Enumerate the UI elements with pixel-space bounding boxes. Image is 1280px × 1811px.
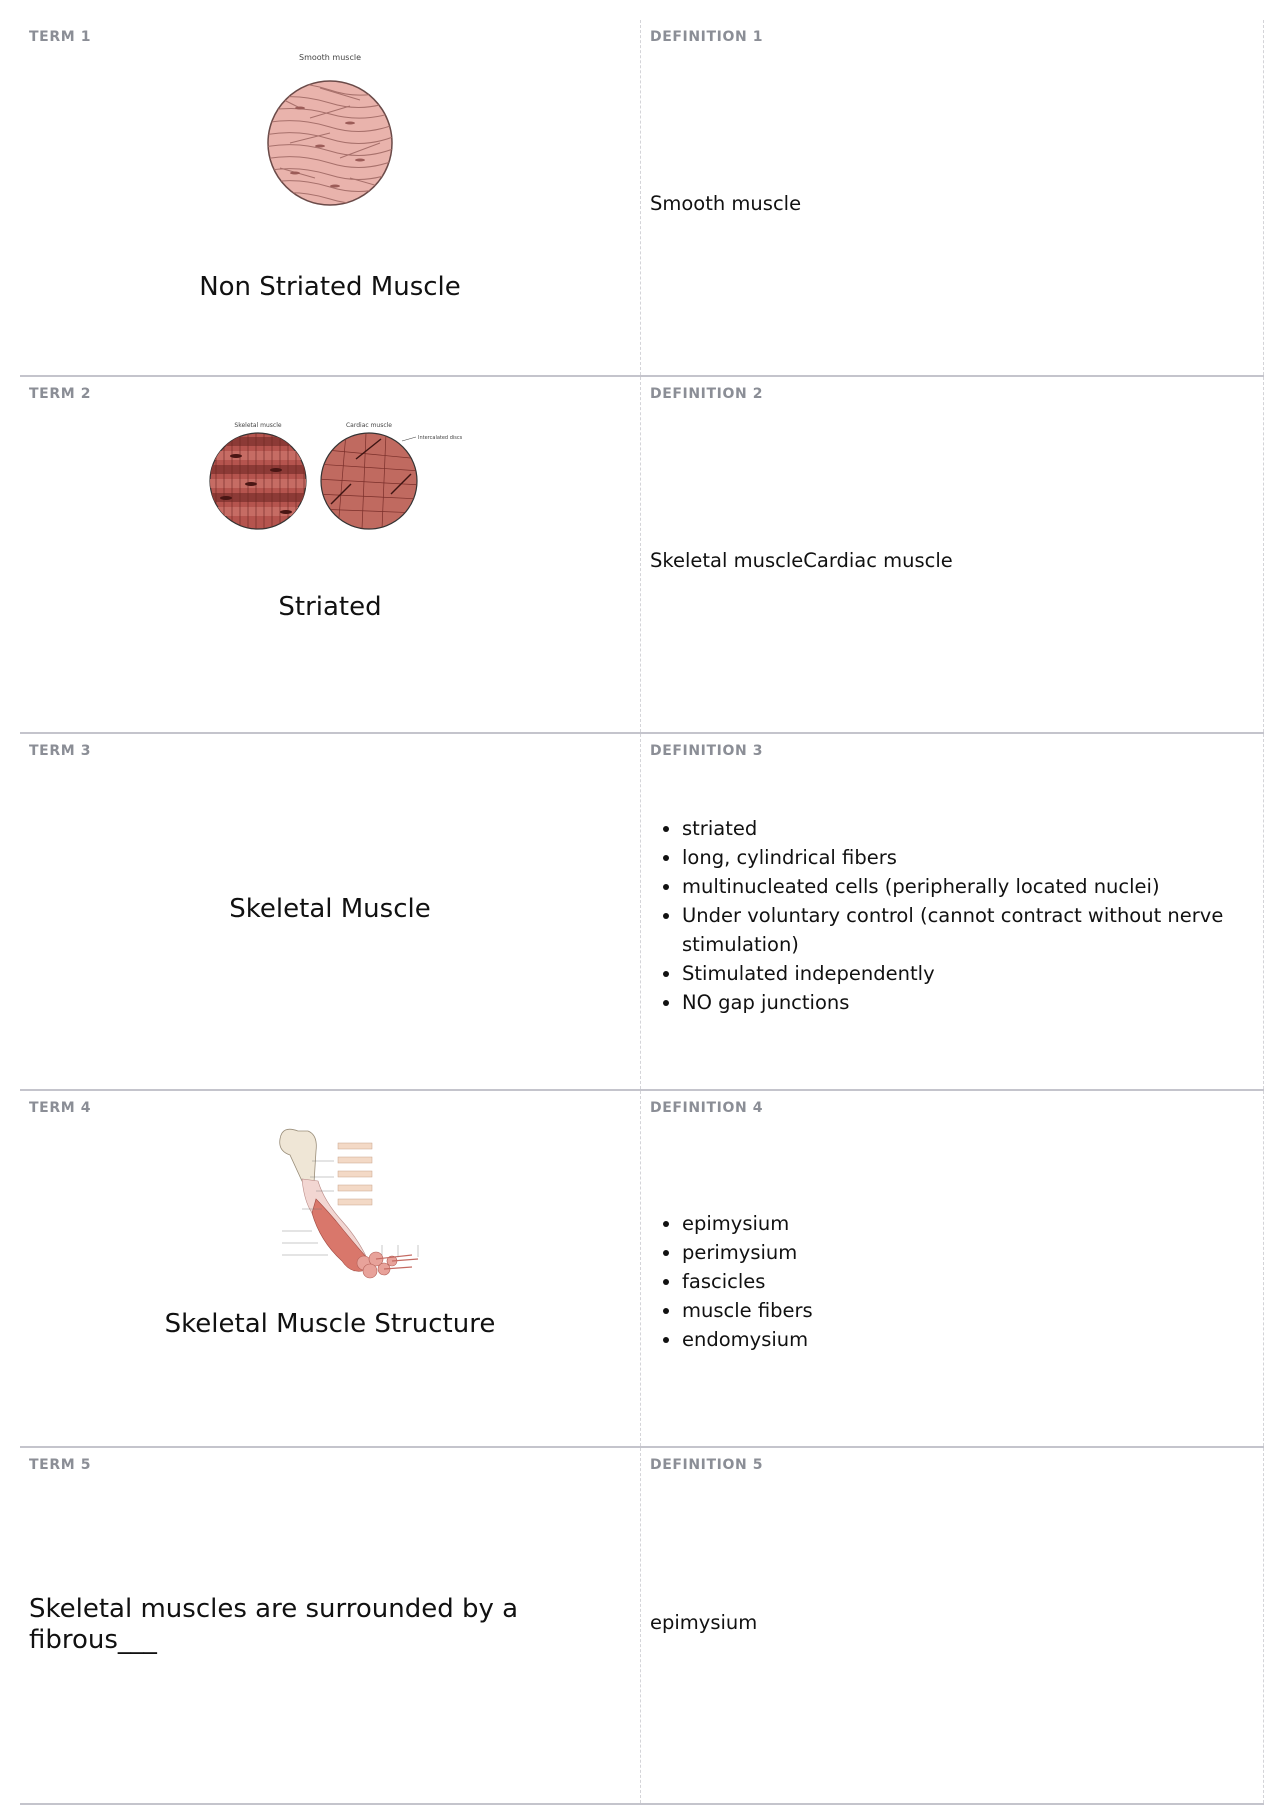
term-label: TERM 5 [29,1457,92,1473]
card-row-5 [20,1448,1264,1805]
card-row-1 [20,20,1264,377]
definition-label: DEFINITION 3 [650,743,764,759]
definition-label: DEFINITION 4 [650,1100,764,1116]
definition-cell-4 [641,1091,1264,1446]
list-item: • muscle fibers [682,1296,1243,1325]
card-row-2 [20,377,1264,734]
definition-text: epimysium [650,1611,758,1634]
card-row-4 [20,1091,1264,1448]
term-cell-2 [20,377,641,732]
flashcard-sheet [20,20,1264,1805]
list-item: • multinucleated cells (peripherally located nuclei) [682,872,1243,901]
list-item: • epimysium [682,1209,1243,1238]
list-item: • long, cylindrical fibers [682,843,1243,872]
definition-cell-1 [641,20,1264,375]
definition-cell-5 [641,1448,1264,1803]
list-item: • Stimulated independently [682,959,1243,988]
list-item: • perimysium [682,1238,1243,1267]
definition-list [650,1209,1243,1354]
term-text: Striated [278,592,382,622]
list-item: • striated [682,814,1243,843]
term-cell-4 [20,1091,641,1446]
list-item: • fascicles [682,1267,1243,1296]
definition-text: Smooth muscle [650,192,802,215]
term-label: TERM 1 [29,29,92,45]
term-text: Non Striated Muscle [199,272,461,302]
definition-label: DEFINITION 2 [650,386,764,402]
definition-text: Skeletal muscleCardiac muscle [650,549,953,572]
smooth-muscle-image [260,48,400,208]
list-item: • endomysium [682,1325,1243,1354]
image-caption: Intercalated discs [418,435,463,441]
image-caption: Cardiac muscle [345,422,393,429]
term-label: TERM 4 [29,1100,92,1116]
term-text: Skeletal muscles are surrounded by a fibrous___ [29,1594,519,1655]
term-cell-1 [20,20,641,375]
list-item: • Under voluntary control (cannot contract without nerve stimulation) [682,901,1243,959]
term-text: Skeletal Muscle [229,894,431,924]
definition-list [650,814,1243,1017]
list-item: • NO gap junctions [682,988,1243,1017]
muscle-structure-image [272,1121,432,1291]
striated-muscle-image [206,419,466,531]
term-cell-3 [20,734,641,1089]
term-cell-5 [20,1448,641,1803]
image-caption: Smooth muscle [299,53,361,62]
definition-cell-2 [641,377,1264,732]
definition-label: DEFINITION 5 [650,1457,764,1473]
term-label: TERM 3 [29,743,92,759]
image-caption: Skeletal muscle [234,422,282,429]
term-label: TERM 2 [29,386,92,402]
card-row-3 [20,734,1264,1091]
definition-cell-3 [641,734,1264,1089]
definition-label: DEFINITION 1 [650,29,764,45]
term-text: Skeletal Muscle Structure [164,1309,496,1339]
